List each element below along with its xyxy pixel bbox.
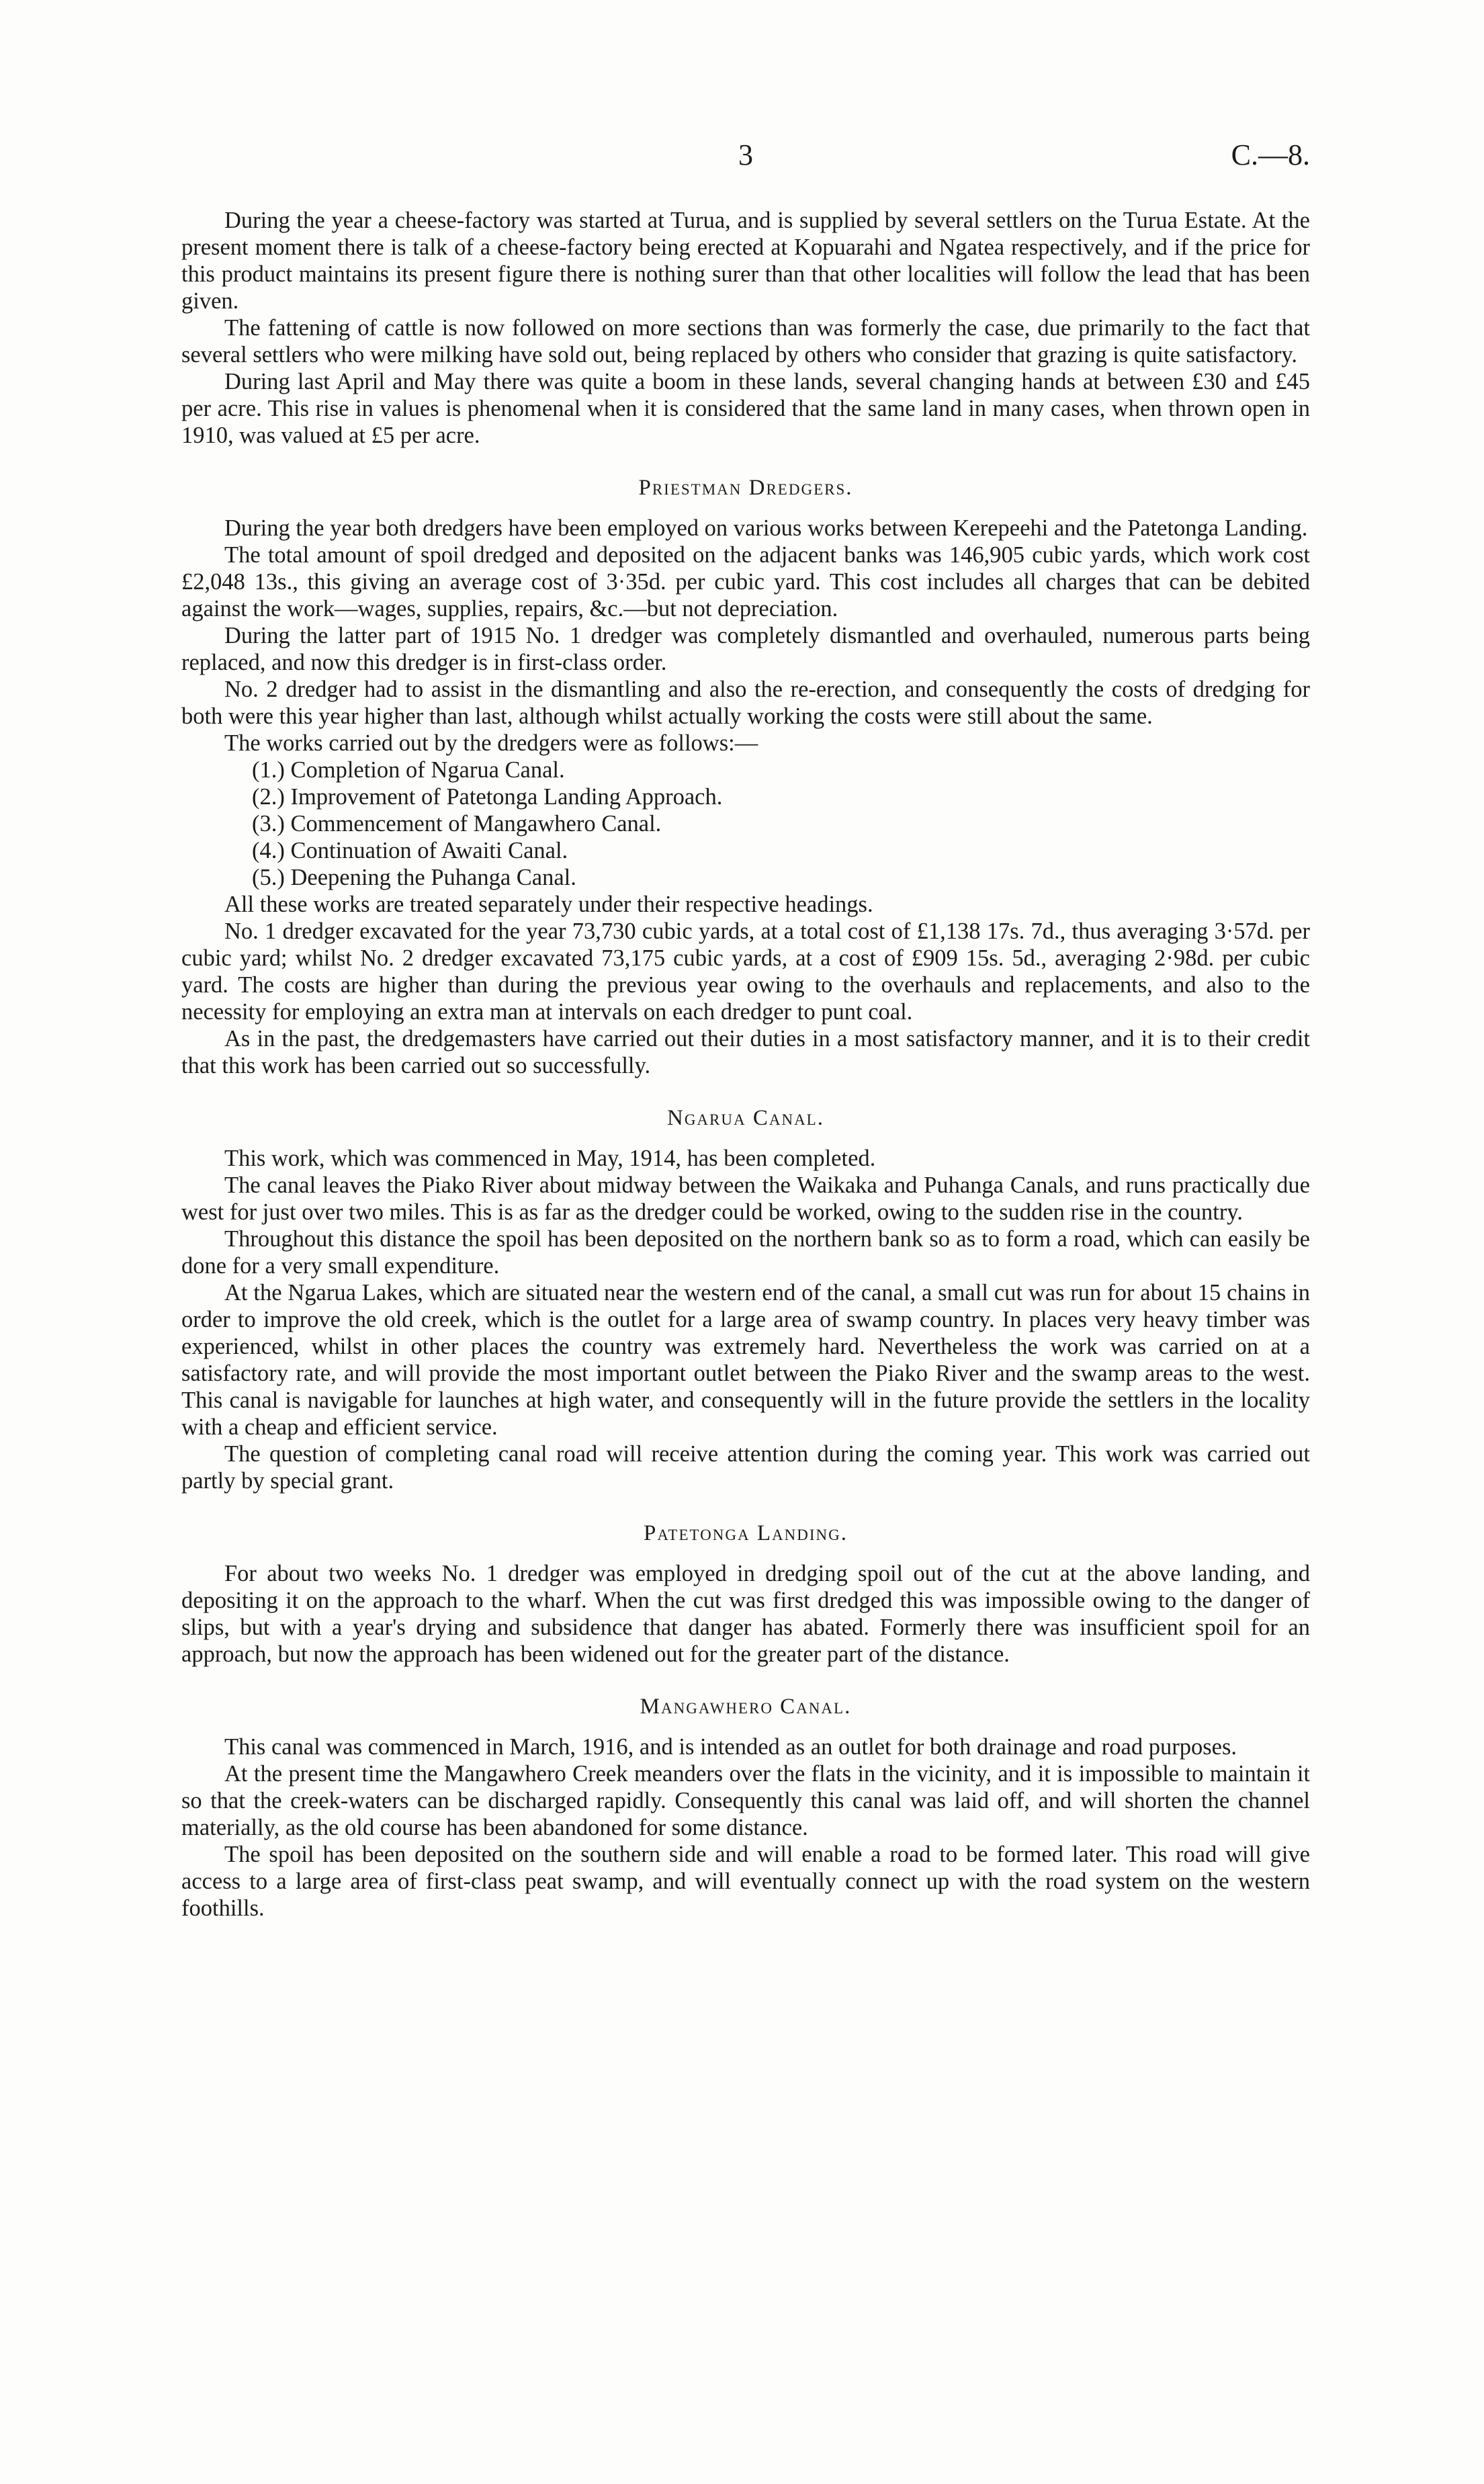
- section-heading: Ngarua Canal.: [666, 1106, 824, 1130]
- paragraph: The fattening of cattle is now followed on more sections than was formerly the case, due primarily to the fact that several settlers who were milking have sold out, being replaced by others who consider that grazing is quite satisfactory.: [181, 315, 1310, 368]
- paragraph: At the present time the Mangawhero Creek meanders over the flats in the vicinity, and it is impossible to maintain it so that the creek-waters can be discharged rapidly. Consequently this canal was laid off, and will shorten the channel materially, as the old course has been abandoned for some distance.: [181, 1761, 1310, 1840]
- paragraph: This work, which was commenced in May, 1914, has been completed.: [224, 1146, 876, 1171]
- paragraph: All these works are treated separately under their respective headings.: [224, 892, 873, 917]
- intro-section: [181, 207, 1310, 449]
- paragraph: At the Ngarua Lakes, which are situated near the western end of the canal, a small cut was run for about 15 chains in order to improve the old creek, which is the outlet for a large area of swamp country. In places very heavy timber was experienced, whilst in other places the country was extremely hard. Nevertheless the work was carried on at a satisfactory rate, and will provide the most important outlet between the Piako River and the swamp areas to the west. This canal is navigable for launches at high water, and consequently will in the future provide the settlers in the locality with a cheap and efficient service.: [181, 1280, 1310, 1440]
- document-body: [181, 207, 1310, 1922]
- paragraph: During last April and May there was quite a boom in these lands, several changing hands at between £30 and £45 per acre. This rise in values is phenomenal when it is considered that the same land in many cases, when thrown open in 1910, was valued at £5 per acre.: [181, 369, 1310, 448]
- page-header: [181, 138, 1310, 178]
- page-number: 3: [738, 138, 753, 171]
- patetonga-landing-section: [181, 1520, 1310, 1668]
- paragraph: The question of completing canal road will receive attention during the coming year. This work was carried out partly by special grant.: [181, 1441, 1310, 1494]
- works-list: [181, 757, 1310, 891]
- list-item: (1.) Completion of Ngarua Canal.: [252, 757, 565, 783]
- ngarua-canal-section: [181, 1105, 1310, 1494]
- paragraph: During the year a cheese-factory was started at Turua, and is supplied by several settlers on the Turua Estate. At the present moment there is talk of a cheese-factory being erected at Kopuarahi and Ngatea respectively, and if the price for this product maintains its present figure there is nothing surer than that other localities will follow the lead that has been given.: [181, 208, 1310, 314]
- paragraph: No. 1 dredger excavated for the year 73,730 cubic yards, at a total cost of £1,138 17s. 7d., thus averaging 3·57d. per cubic yard; whilst No. 2 dredger excavated 73,175 cubic yards, at a cost of £909 15s. 5d., averaging 2·98d. per cubic yard. The costs are higher than during the previous year owing to the overhauls and replacements, and also to the necessity for employing an extra man at intervals on each dredger to punt coal.: [181, 918, 1310, 1025]
- paragraph: The total amount of spoil dredged and deposited on the adjacent banks was 146,905 cubic yards, which work cost £2,048 13s., this giving an average cost of 3·35d. per cubic yard. This cost includes all charges that can be debited against the work—wages, supplies, repairs, &c.—but not depreciation.: [181, 542, 1310, 622]
- paragraph: The works carried out by the dredgers were as follows:—: [224, 730, 758, 756]
- priestman-dredgers-section: [181, 474, 1310, 1079]
- paragraph: For about two weeks No. 1 dredger was employed in dredging spoil out of the cut at the above landing, and depositing it on the approach to the wharf. When the cut was first dredged this was impossible owing to the danger of slips, but with a year's drying and subsidence that danger has abated. Formerly there was insufficient spoil for an approach, but now the approach has been widened out for the greater part of the distance.: [181, 1561, 1310, 1667]
- list-item: (3.) Commencement of Mangawhero Canal.: [252, 811, 662, 837]
- mangawhero-canal-section: [181, 1693, 1310, 1922]
- paragraph: The spoil has been deposited on the southern side and will enable a road to be formed later. This road will give access to a large area of first-class peat swamp, and will eventually connect up with the road system on the western foothills.: [181, 1842, 1310, 1921]
- section-heading: Mangawhero Canal.: [640, 1695, 852, 1719]
- section-heading: Priestman Dredgers.: [638, 476, 853, 500]
- paragraph: The canal leaves the Piako River about midway between the Waikaka and Puhanga Canals, and runs practically due west for just over two miles. This is as far as the dredger could be worked, owing to the sudden rise in the country.: [181, 1172, 1310, 1225]
- paragraph: During the latter part of 1915 No. 1 dredger was completely dismantled and overhauled, numerous parts being replaced, and now this dredger is in first-class order.: [181, 623, 1310, 675]
- section-heading: Patetonga Landing.: [644, 1521, 848, 1545]
- paragraph: This canal was commenced in March, 1916, and is intended as an outlet for both drainage and road purposes.: [224, 1734, 1237, 1760]
- list-item: (5.) Deepening the Puhanga Canal.: [252, 865, 576, 890]
- paragraph: During the year both dredgers have been employed on various works between Kerepeehi and the Patetonga Landing.: [224, 515, 1308, 541]
- document-reference: C.—8.: [1231, 138, 1310, 171]
- paragraph: As in the past, the dredgemasters have carried out their duties in a most satisfactory manner, and it is to their credit that this work has been carried out so successfully.: [181, 1026, 1310, 1078]
- list-item: (4.) Continuation of Awaiti Canal.: [252, 838, 568, 863]
- paragraph: No. 2 dredger had to assist in the dismantling and also the re-erection, and consequently the costs of dredging for both were this year higher than last, although whilst actually working the costs were still about the same.: [181, 677, 1310, 729]
- paragraph: Throughout this distance the spoil has been deposited on the northern bank so as to form a road, which can easily be done for a very small expenditure.: [181, 1226, 1310, 1279]
- list-item: (2.) Improvement of Patetonga Landing Approach.: [252, 784, 723, 810]
